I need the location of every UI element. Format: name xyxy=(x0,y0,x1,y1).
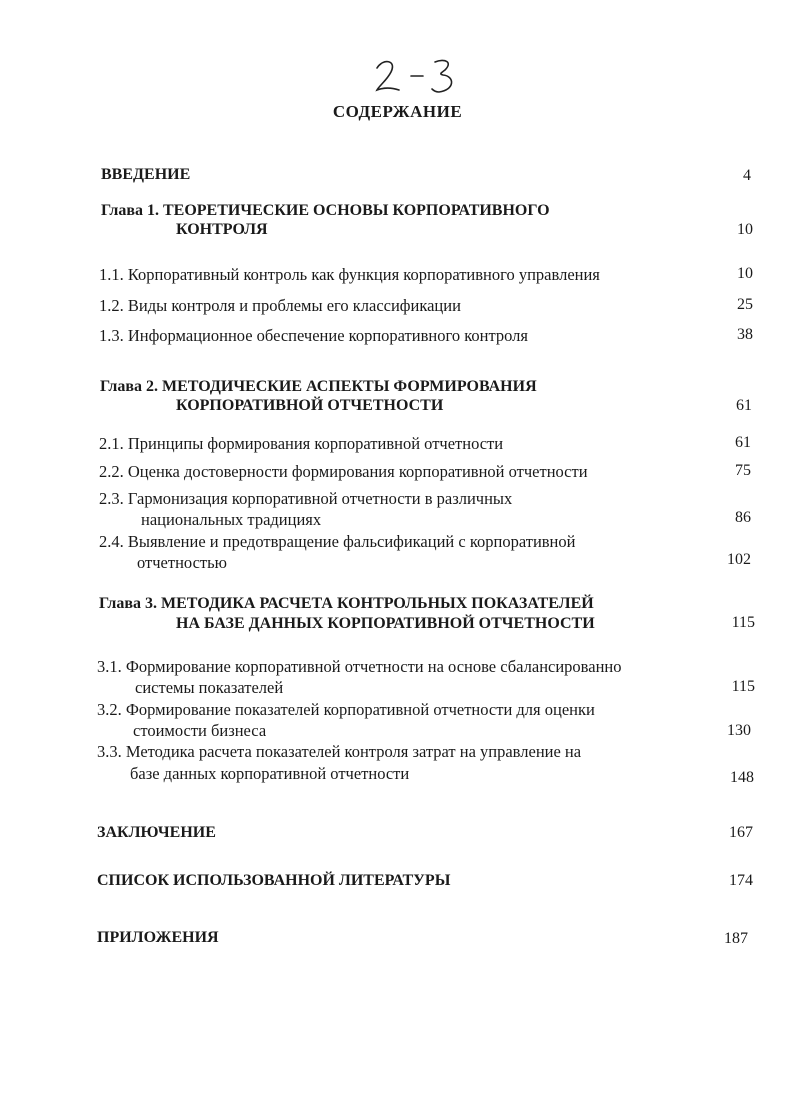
chapter3-page: 115 xyxy=(731,614,755,631)
toc-references-label: СПИСОК ИСПОЛЬЗОВАННОЙ ЛИТЕРАТУРЫ xyxy=(97,872,451,889)
toc-conclusion-label: ЗАКЛЮЧЕНИЕ xyxy=(97,824,216,841)
toc-section-1-1: 1.1. Корпоративный контроль как функция корпоративного управления xyxy=(99,265,600,284)
toc-section-2-2-page: 75 xyxy=(735,462,751,479)
toc-intro-label: ВВЕДЕНИЕ xyxy=(101,166,191,183)
toc-intro-page: 4 xyxy=(743,167,751,184)
chapter2-title-line2: КОРПОРАТИВНОЙ ОТЧЕТНОСТИ xyxy=(176,397,444,414)
toc-section-1-3: 1.3. Информационное обеспечение корпоративного контроля xyxy=(99,326,528,345)
chapter2-page: 61 xyxy=(736,397,752,414)
chapter3-title-line1: Глава 3. МЕТОДИКА РАСЧЕТА КОНТРОЛЬНЫХ ПОКАЗАТЕЛЕЙ xyxy=(99,595,594,612)
toc-section-2-1-page: 61 xyxy=(735,434,751,451)
toc-section-3-3: 3.3. Методика расчета показателей контроля затрат на управление на xyxy=(97,742,582,761)
toc-section-3-3-page: 148 xyxy=(730,769,754,786)
toc-section-3-2-page: 130 xyxy=(727,722,751,739)
chapter3-title-line2: НА БАЗЕ ДАННЫХ КОРПОРАТИВНОЙ ОТЧЕТНОСТИ xyxy=(176,615,595,632)
toc-section-2-4-cont: отчетностью xyxy=(137,553,227,572)
handwritten-page-mark xyxy=(373,54,463,98)
toc-section-3-1: 3.1. Формирование корпоративной отчетности на основе сбалансированно xyxy=(97,657,622,676)
toc-section-3-1-cont: системы показателей xyxy=(135,678,284,697)
toc-section-2-3: 2.3. Гармонизация корпоративной отчетности в различных xyxy=(99,489,513,508)
toc-section-1-2-page: 25 xyxy=(737,296,753,313)
toc-section-1-1-page: 10 xyxy=(737,265,753,282)
toc-appendices-label: ПРИЛОЖЕНИЯ xyxy=(97,929,219,946)
page-title: СОДЕРЖАНИЕ xyxy=(332,102,463,121)
toc-section-1-2: 1.2. Виды контроля и проблемы его классификации xyxy=(99,296,461,315)
toc-section-2-3-cont: национальных традициях xyxy=(141,510,322,529)
toc-appendices-page: 187 xyxy=(724,930,748,947)
toc-section-2-1: 2.1. Принципы формирования корпоративной отчетности xyxy=(99,434,504,453)
chapter1-title-line2: КОНТРОЛЯ xyxy=(176,221,268,238)
chapter2-title-line1: Глава 2. МЕТОДИЧЕСКИЕ АСПЕКТЫ ФОРМИРОВАНИЯ xyxy=(100,378,537,395)
chapter1-page: 10 xyxy=(737,221,753,238)
toc-section-2-4: 2.4. Выявление и предотвращение фальсификаций с корпоративной xyxy=(99,532,576,551)
toc-section-3-2-cont: стоимости бизнеса xyxy=(133,721,267,740)
toc-conclusion-page: 167 xyxy=(729,824,753,841)
toc-section-2-4-page: 102 xyxy=(727,551,751,568)
handwritten-mark-drawing xyxy=(373,54,463,98)
toc-section-2-2: 2.2. Оценка достоверности формирования корпоративной отчетности xyxy=(99,462,588,481)
toc-section-3-1-page: 115 xyxy=(731,678,755,695)
toc-references-page: 174 xyxy=(729,872,753,889)
toc-section-2-3-page: 86 xyxy=(735,509,751,526)
toc-section-3-2: 3.2. Формирование показателей корпоративной отчетности для оценки xyxy=(97,700,595,719)
toc-section-3-3-cont: базе данных корпоративной отчетности xyxy=(130,764,410,783)
toc-section-1-3-page: 38 xyxy=(737,326,753,343)
chapter1-title-line1: Глава 1. ТЕОРЕТИЧЕСКИЕ ОСНОВЫ КОРПОРАТИВНОГО xyxy=(101,202,550,219)
